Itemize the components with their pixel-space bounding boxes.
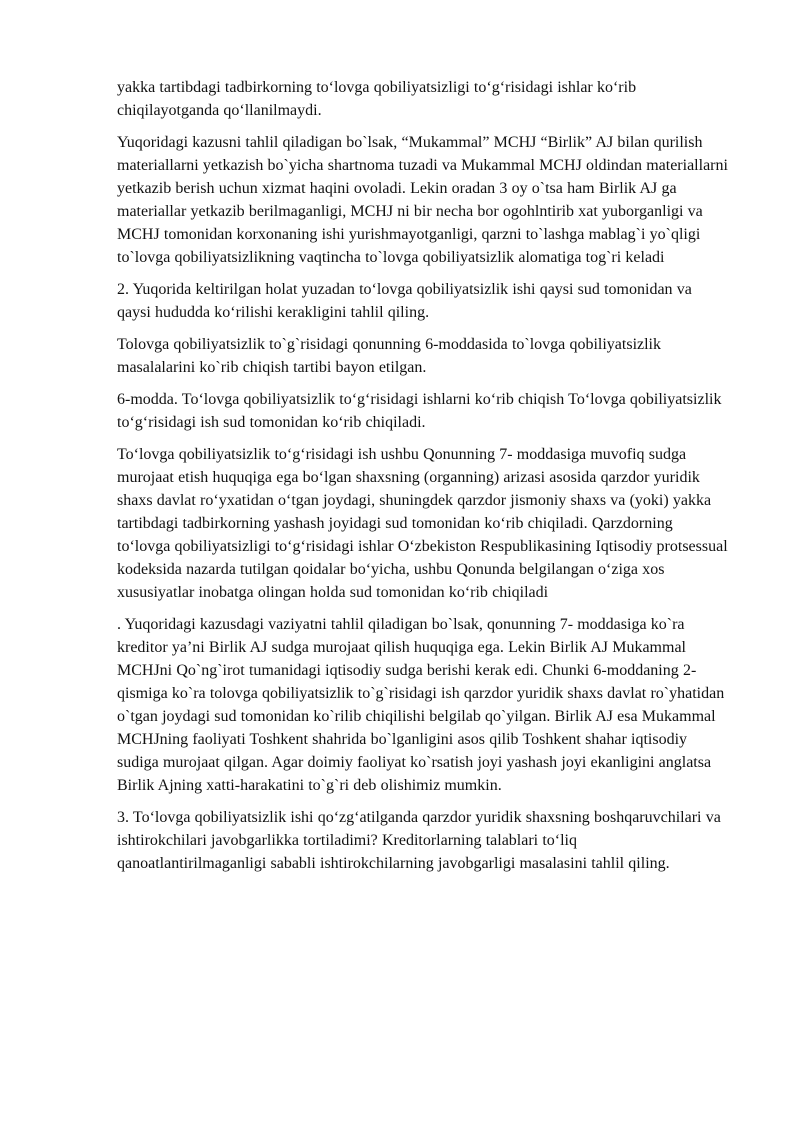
paragraph-2: Yuqoridagi kazusni tahlil qiladigan bo`lsak, “Mukammal” MCHJ “Birlik” AJ bilan qurilish materiallarni yetkazish bo`yicha shartnoma tuzadi va Mukammal MCHJ oldindan materiallarni yetkazib berish uchun xizmat haqini ovoladi. Lekin oradan 3 oy o`tsa ham Birlik AJ ga materiallar yetkazib berilmaganligi, MCHJ ni bir necha bor ogohlntirib xat yuborganligi va MCHJ tomonidan korxonaning ishi yurishmayotganligi, qarzni to`lashga mablag`i yo`qligi to`lovga qobiliyatsizlikning vaqtincha to`lovga qobiliyatsizlik alomatiga tog`ri keladi	[117, 134, 728, 266]
paragraph-5: 6-modda. To‘lovga qobiliyatsizlik to‘g‘risidagi ishlarni ko‘rib chiqish To‘lovga qobiliyatsizlik to‘g‘risidagi ish sud tomonidan ko‘rib chiqiladi.	[117, 391, 722, 431]
paragraph-4: Tolovga qobiliyatsizlik to`g`risidagi qonunning 6-moddasida to`lovga qobiliyatsizlik masalalarini ko`rib chiqish tartibi bayon etilgan.	[117, 336, 662, 376]
paragraph-6: To‘lovga qobiliyatsizlik to‘g‘risidagi ish ushbu Qonunning 7- moddasiga muvofiq sudga murojaat etish huquqiga ega bo‘lgan shaxsning (organning) arizasi asosida qarzdor yuridik shaxs davlat ro‘yxatidan o‘tgan joydagi, shuningdek qarzdor jismoniy shaxs va (yoki) yakka tartibdagi tadbirkorning yashash joyidagi sud tomonidan ko‘rib chiqiladi. Qarzdorning to‘lovga qobiliyatsizligi to‘g‘risidagi ishlar O‘zbekiston Respublikasining Iqtisodiy protsessual kodeksida nazarda tutilgan qoidalar bo‘yicha, ushbu Qonunda belgilangan o‘ziga xos xususiyatlar inobatga olingan holda sud tomonidan ko‘rib chiqiladi	[117, 446, 728, 601]
paragraph-1: yakka tartibdagi tadbirkorning to‘lovga qobiliyatsizligi to‘g‘risidagi ishlar ko‘rib chiqilayotganda qo‘llanilmaydi.	[117, 79, 637, 119]
paragraph-3: 2. Yuqorida keltirilgan holat yuzadan to‘lovga qobiliyatsizlik ishi qaysi sud tomonidan va qaysi hududda ko‘rilishi kerakligini tahlil qiling.	[117, 281, 692, 321]
document-page	[117, 76, 729, 884]
paragraph-8: 3. To‘lovga qobiliyatsizlik ishi qo‘zg‘atilganda qarzdor yuridik shaxsning boshqaruvchilari va ishtirokchilari javobgarlikka tortiladimi? Kreditorlarning talablari to‘liq qanoatlantirilmaganligi sababli ishtirokchilarning javobgarligi masalasini tahlil qiling.	[117, 809, 721, 872]
paragraph-7: . Yuqoridagi kazusdagi vaziyatni tahlil qiladigan bo`lsak, qonunning 7- moddasiga ko`ra kreditor ya’ni Birlik AJ sudga murojaat qilish huquqiga ega. Lekin Birlik AJ Mukammal MCHJni Qo`ng`irot tumanidagi iqtisodiy sudga berishi kerak edi. Chunki 6-moddaning 2-qismiga ko`ra tolovga qobiliyatsizlik to`g`risidagi ish qarzdor yuridik shaxs davlat ro`yhatidan o`tgan joydagi sud tomonidan ko`rilib chiqilishi belgilab qo`yilgan. Birlik AJ esa Mukammal MCHJning faoliyati Toshkent shahrida bo`lganligini asos qilib Toshkent shahar iqtisodiy sudiga murojaat qilgan. Agar doimiy faoliyat ko`rsatish joyi yashash joyi ekanligini anglatsa Birlik Ajning xatti-harakatini to`g`ri deb olishimiz mumkin.	[117, 616, 725, 794]
